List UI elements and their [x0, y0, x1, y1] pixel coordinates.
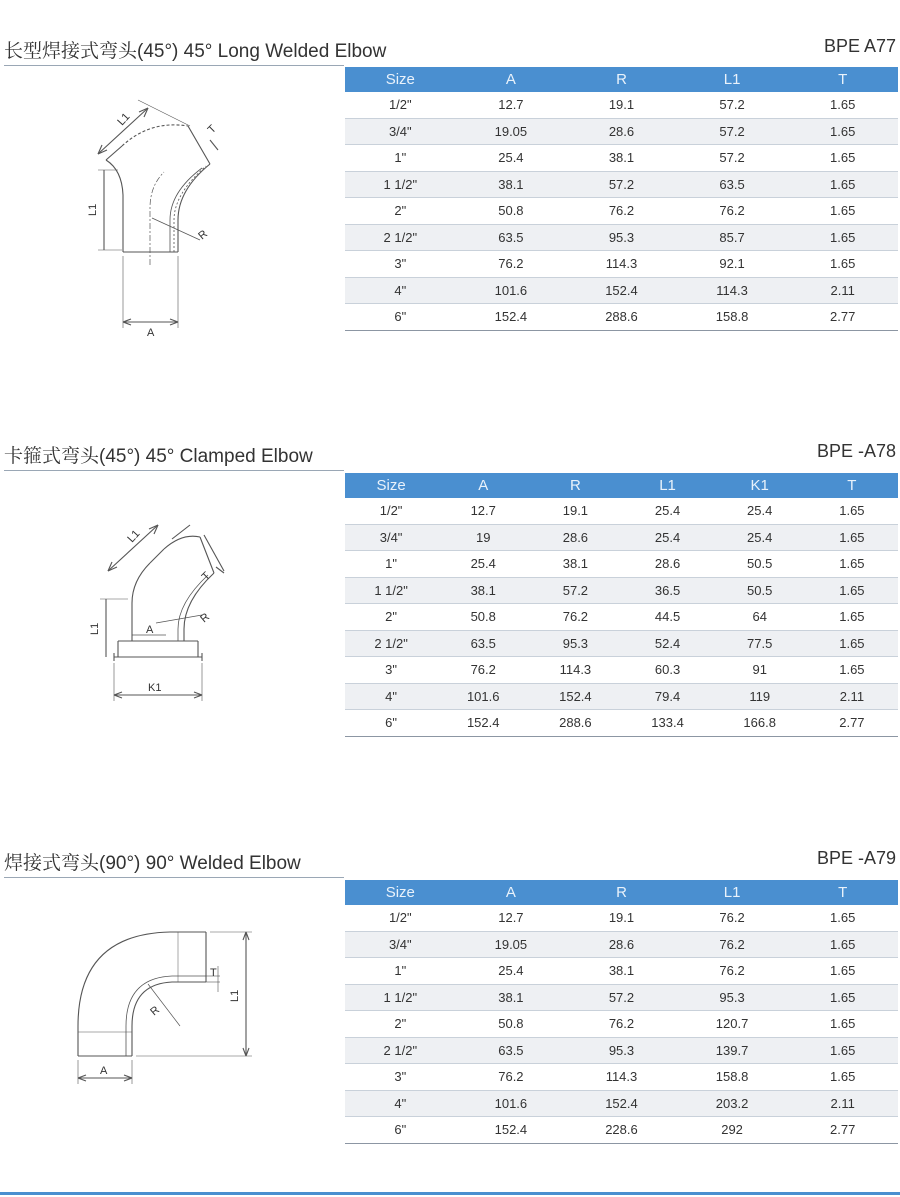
- table-cell: 152.4: [456, 304, 567, 331]
- table-row: [345, 931, 898, 958]
- table-cell: 57.2: [677, 145, 788, 172]
- table-cell: 1.65: [806, 524, 898, 551]
- column-header: L1: [677, 67, 788, 92]
- table-cell: 91: [714, 657, 806, 684]
- table-cell: 2 1/2": [345, 224, 456, 251]
- table-cell: 101.6: [456, 1090, 567, 1117]
- table-cell: 158.8: [677, 304, 788, 331]
- table-cell: 292: [677, 1117, 788, 1144]
- table-row: [345, 683, 898, 710]
- table-cell: 1 1/2": [345, 984, 456, 1011]
- table-row: [345, 710, 898, 737]
- dimension-label-l1: L1: [229, 989, 241, 1002]
- column-header: L1: [677, 880, 788, 905]
- dimension-label-l1-left: L1: [89, 622, 101, 635]
- table-cell: 3/4": [345, 118, 456, 145]
- long-welded-elbow-45-drawing: [60, 90, 300, 350]
- dimension-label-t: T: [199, 569, 213, 584]
- table-cell: 12.7: [456, 92, 567, 118]
- table-cell: 60.3: [621, 657, 713, 684]
- section-divider: [4, 470, 344, 471]
- section-divider: [4, 65, 344, 66]
- column-header: R: [566, 880, 677, 905]
- table-cell: 3": [345, 251, 456, 278]
- table-cell: 19: [437, 524, 529, 551]
- table-cell: 2.11: [787, 1090, 898, 1117]
- table-cell: 76.2: [677, 905, 788, 931]
- table-cell: 57.2: [677, 118, 788, 145]
- table-cell: 133.4: [621, 710, 713, 737]
- table-row: [345, 1037, 898, 1064]
- spec-table-a78: [345, 473, 898, 737]
- dimension-label-t: T: [210, 967, 217, 979]
- table-cell: 114.3: [566, 251, 677, 278]
- table-cell: 63.5: [677, 171, 788, 198]
- table-cell: 76.2: [677, 931, 788, 958]
- table-cell: 1.65: [787, 251, 898, 278]
- table-row: [345, 498, 898, 524]
- table-cell: 25.4: [621, 498, 713, 524]
- table-cell: 114.3: [529, 657, 621, 684]
- table-cell: 57.2: [677, 92, 788, 118]
- dimension-label-l1-top: L1: [125, 527, 143, 546]
- column-header: A: [456, 880, 567, 905]
- table-cell: 1.65: [787, 118, 898, 145]
- table-cell: 1 1/2": [345, 171, 456, 198]
- table-cell: 1.65: [787, 905, 898, 931]
- section-code: BPE -A79: [816, 848, 896, 868]
- table-cell: 228.6: [566, 1117, 677, 1144]
- table-row: [345, 92, 898, 118]
- table-cell: 76.2: [456, 1064, 567, 1091]
- table-cell: 2 1/2": [345, 630, 437, 657]
- table-row: [345, 630, 898, 657]
- table-cell: 79.4: [621, 683, 713, 710]
- table-cell: 57.2: [529, 577, 621, 604]
- table-cell: 1.65: [806, 604, 898, 631]
- table-cell: 76.2: [437, 657, 529, 684]
- dimension-label-k1: K1: [148, 682, 162, 694]
- column-header: K1: [714, 473, 806, 498]
- table-cell: 3": [345, 657, 437, 684]
- dimension-label-a: A: [146, 624, 154, 636]
- table-row: [345, 1117, 898, 1144]
- table-cell: 166.8: [714, 710, 806, 737]
- table-cell: 1/2": [345, 905, 456, 931]
- table-cell: 44.5: [621, 604, 713, 631]
- table-cell: 57.2: [566, 171, 677, 198]
- table-row: [345, 604, 898, 631]
- table-header-row: [345, 473, 898, 498]
- table-cell: 19.05: [456, 931, 567, 958]
- table-cell: 28.6: [529, 524, 621, 551]
- table-cell: 85.7: [677, 224, 788, 251]
- table-cell: 6": [345, 1117, 456, 1144]
- table-cell: 1.65: [787, 958, 898, 985]
- table-cell: 38.1: [566, 958, 677, 985]
- dimension-label-l1-left: L1: [87, 203, 99, 216]
- table-cell: 2 1/2": [345, 1037, 456, 1064]
- table-cell: 1.65: [787, 1011, 898, 1038]
- table-cell: 114.3: [677, 277, 788, 304]
- column-header: Size: [345, 473, 437, 498]
- table-cell: 50.5: [714, 577, 806, 604]
- table-cell: 1.65: [806, 630, 898, 657]
- dimension-label-a: A: [147, 327, 155, 339]
- table-cell: 4": [345, 683, 437, 710]
- section-title: 焊接式弯头(90°) 90° Welded Elbow: [4, 853, 301, 874]
- table-cell: 57.2: [566, 984, 677, 1011]
- table-cell: 28.6: [566, 931, 677, 958]
- table-row: [345, 524, 898, 551]
- table-cell: 25.4: [456, 958, 567, 985]
- table-cell: 25.4: [437, 551, 529, 578]
- dimension-label-r: R: [198, 610, 213, 626]
- table-cell: 95.3: [566, 1037, 677, 1064]
- table-cell: 6": [345, 710, 437, 737]
- page-bottom-rule: [0, 1192, 900, 1195]
- table-cell: 28.6: [621, 551, 713, 578]
- table-cell: 76.2: [677, 198, 788, 225]
- table-cell: 2": [345, 604, 437, 631]
- dimension-label-r: R: [148, 1003, 163, 1019]
- table-cell: 50.5: [714, 551, 806, 578]
- table-cell: 101.6: [456, 277, 567, 304]
- table-row: [345, 1011, 898, 1038]
- section-code: BPE A77: [823, 36, 896, 56]
- table-cell: 64: [714, 604, 806, 631]
- table-row: [345, 145, 898, 172]
- table-cell: 2": [345, 1011, 456, 1038]
- table-row: [345, 958, 898, 985]
- table-cell: 1.65: [806, 498, 898, 524]
- table-cell: 3/4": [345, 931, 456, 958]
- column-header: A: [437, 473, 529, 498]
- section-divider: [4, 877, 344, 878]
- table-cell: 50.8: [456, 1011, 567, 1038]
- table-cell: 76.2: [529, 604, 621, 631]
- table-cell: 1.65: [787, 1037, 898, 1064]
- table-cell: 50.8: [437, 604, 529, 631]
- table-cell: 25.4: [456, 145, 567, 172]
- table-cell: 1": [345, 551, 437, 578]
- table-cell: 152.4: [566, 277, 677, 304]
- table-cell: 95.3: [529, 630, 621, 657]
- table-cell: 1.65: [787, 198, 898, 225]
- table-cell: 38.1: [437, 577, 529, 604]
- table-cell: 38.1: [456, 171, 567, 198]
- table-cell: 1/2": [345, 498, 437, 524]
- table-header-row: [345, 880, 898, 905]
- table-cell: 152.4: [566, 1090, 677, 1117]
- table-cell: 4": [345, 277, 456, 304]
- table-row: [345, 657, 898, 684]
- table-cell: 25.4: [714, 498, 806, 524]
- column-header: R: [529, 473, 621, 498]
- table-cell: 38.1: [566, 145, 677, 172]
- welded-elbow-90-drawing: [60, 916, 300, 1116]
- dimension-label-l1-top: L1: [115, 110, 133, 129]
- table-row: [345, 198, 898, 225]
- table-cell: 1": [345, 145, 456, 172]
- table-cell: 28.6: [566, 118, 677, 145]
- table-cell: 114.3: [566, 1064, 677, 1091]
- dimension-label-r: R: [196, 227, 211, 243]
- table-cell: 25.4: [714, 524, 806, 551]
- table-cell: 76.2: [677, 958, 788, 985]
- table-cell: 1.65: [787, 145, 898, 172]
- table-cell: 76.2: [566, 198, 677, 225]
- table-cell: 119: [714, 683, 806, 710]
- table-cell: 1.65: [787, 92, 898, 118]
- table-cell: 95.3: [566, 224, 677, 251]
- column-header: R: [566, 67, 677, 92]
- column-header: Size: [345, 880, 456, 905]
- column-header: T: [806, 473, 898, 498]
- column-header: Size: [345, 67, 456, 92]
- column-header: L1: [621, 473, 713, 498]
- table-cell: 3/4": [345, 524, 437, 551]
- table-row: [345, 304, 898, 331]
- table-cell: 1.65: [806, 577, 898, 604]
- table-cell: 2.77: [806, 710, 898, 737]
- table-cell: 2": [345, 198, 456, 225]
- table-row: [345, 251, 898, 278]
- table-cell: 50.8: [456, 198, 567, 225]
- table-cell: 139.7: [677, 1037, 788, 1064]
- table-row: [345, 277, 898, 304]
- table-cell: 25.4: [621, 524, 713, 551]
- table-cell: 76.2: [566, 1011, 677, 1038]
- column-header: T: [787, 67, 898, 92]
- table-cell: 1.65: [787, 931, 898, 958]
- table-row: [345, 224, 898, 251]
- table-header-row: [345, 67, 898, 92]
- table-cell: 3": [345, 1064, 456, 1091]
- table-cell: 63.5: [456, 224, 567, 251]
- spec-table-a77: [345, 67, 898, 331]
- section-title: 卡箍式弯头(45°) 45° Clamped Elbow: [4, 446, 313, 467]
- table-cell: 1.65: [787, 1064, 898, 1091]
- table-cell: 1 1/2": [345, 577, 437, 604]
- table-cell: 19.1: [529, 498, 621, 524]
- table-cell: 38.1: [529, 551, 621, 578]
- table-cell: 1.65: [787, 984, 898, 1011]
- dimension-label-a: A: [100, 1065, 108, 1077]
- column-header: A: [456, 67, 567, 92]
- table-row: [345, 118, 898, 145]
- table-cell: 19.1: [566, 92, 677, 118]
- table-cell: 92.1: [677, 251, 788, 278]
- table-cell: 19.05: [456, 118, 567, 145]
- table-cell: 1.65: [806, 657, 898, 684]
- table-cell: 1": [345, 958, 456, 985]
- table-cell: 12.7: [437, 498, 529, 524]
- table-cell: 2.11: [787, 277, 898, 304]
- table-row: [345, 551, 898, 578]
- spec-table-a79: [345, 880, 898, 1144]
- table-row: [345, 984, 898, 1011]
- table-cell: 19.1: [566, 905, 677, 931]
- table-cell: 36.5: [621, 577, 713, 604]
- table-cell: 288.6: [529, 710, 621, 737]
- table-cell: 95.3: [677, 984, 788, 1011]
- table-row: [345, 171, 898, 198]
- table-cell: 101.6: [437, 683, 529, 710]
- table-row: [345, 1064, 898, 1091]
- table-cell: 63.5: [437, 630, 529, 657]
- column-header: T: [787, 880, 898, 905]
- table-cell: 4": [345, 1090, 456, 1117]
- table-row: [345, 905, 898, 931]
- table-cell: 203.2: [677, 1090, 788, 1117]
- section-code: BPE -A78: [816, 441, 896, 461]
- table-cell: 158.8: [677, 1064, 788, 1091]
- table-row: [345, 1090, 898, 1117]
- table-cell: 12.7: [456, 905, 567, 931]
- table-cell: 2.77: [787, 304, 898, 331]
- table-cell: 6": [345, 304, 456, 331]
- table-cell: 1.65: [806, 551, 898, 578]
- table-row: [345, 577, 898, 604]
- table-cell: 2.11: [806, 683, 898, 710]
- table-cell: 52.4: [621, 630, 713, 657]
- table-cell: 152.4: [456, 1117, 567, 1144]
- dimension-label-t: T: [205, 122, 219, 137]
- table-cell: 120.7: [677, 1011, 788, 1038]
- clamped-elbow-45-drawing: [80, 511, 320, 751]
- table-cell: 1/2": [345, 92, 456, 118]
- table-cell: 76.2: [456, 251, 567, 278]
- table-cell: 77.5: [714, 630, 806, 657]
- section-title: 长型焊接式弯头(45°) 45° Long Welded Elbow: [4, 41, 387, 62]
- table-cell: 2.77: [787, 1117, 898, 1144]
- table-cell: 1.65: [787, 224, 898, 251]
- table-cell: 38.1: [456, 984, 567, 1011]
- table-cell: 152.4: [529, 683, 621, 710]
- table-cell: 288.6: [566, 304, 677, 331]
- table-cell: 63.5: [456, 1037, 567, 1064]
- table-cell: 152.4: [437, 710, 529, 737]
- table-cell: 1.65: [787, 171, 898, 198]
